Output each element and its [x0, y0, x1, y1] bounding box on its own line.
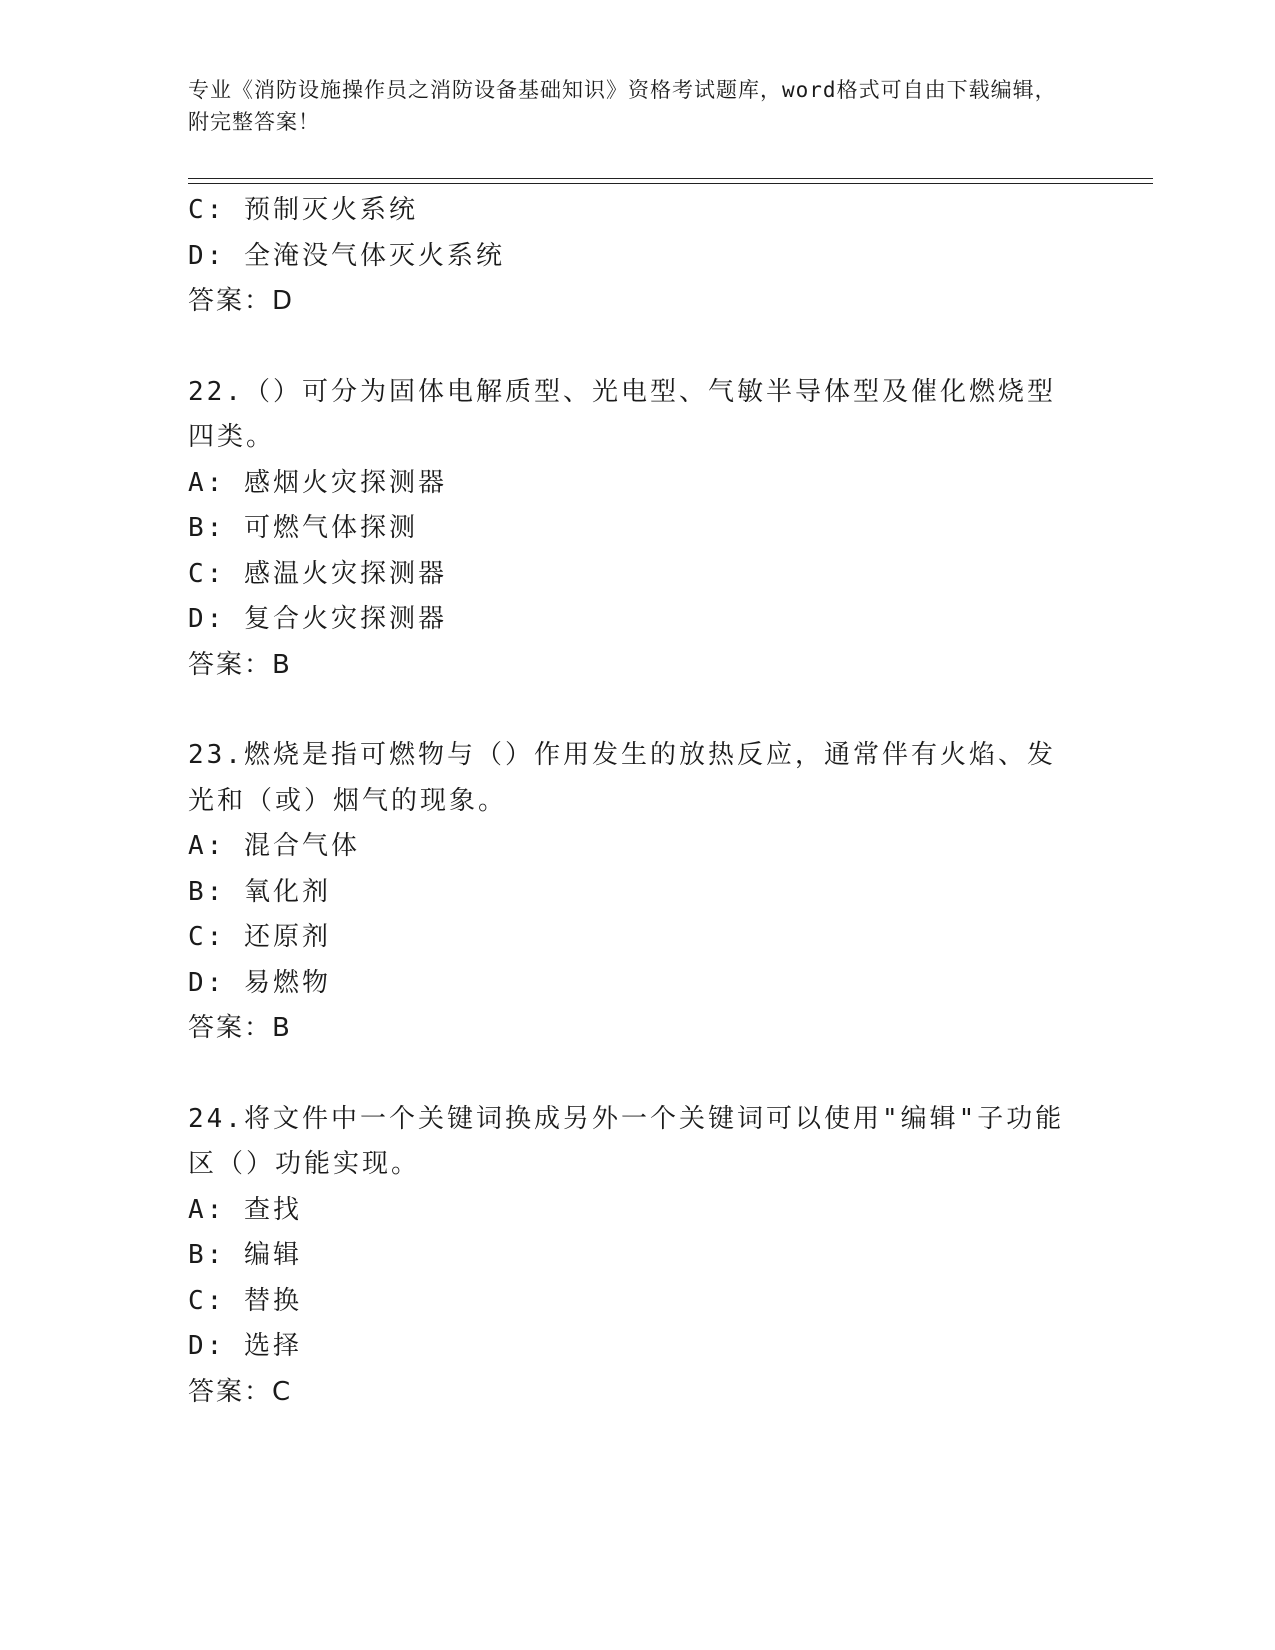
question-stem: 22.（）可分为固体电解质型、光电型、气敏半导体型及催化燃烧型四类。: [188, 376, 1056, 452]
question-23: [188, 733, 1088, 1052]
option-text: 查找: [243, 1194, 302, 1225]
option-letter: C:: [188, 1285, 226, 1316]
option-c: [188, 552, 1088, 598]
option-text: 复合火灾探测器: [243, 604, 447, 634]
question-stem: 24.将文件中一个关键词换成另外一个关键词可以使用"编辑"子功能区（）功能实现。: [188, 1103, 1065, 1179]
option-d: [188, 961, 1088, 1007]
option-a: [188, 1188, 1088, 1234]
question-24: [188, 1097, 1088, 1416]
option-text: 选择: [243, 1331, 302, 1361]
option-letter: B:: [188, 1240, 226, 1270]
option-letter: B:: [188, 513, 226, 543]
option-c: [188, 188, 1088, 234]
option-letter: D:: [188, 1331, 226, 1361]
answer-line: 答案：B: [188, 1013, 292, 1043]
option-text: 替换: [243, 1285, 302, 1316]
option-a: [188, 824, 1088, 870]
option-d: [188, 1324, 1088, 1370]
option-text: 全淹没气体灭火系统: [243, 240, 505, 271]
answer-line: 答案：D: [188, 286, 295, 316]
document-header: 专业《消防设施操作员之消防设备基础知识》资格考试题库，word格式可自由下载编辑，附完整答案！: [188, 78, 1057, 134]
option-c: [188, 1279, 1088, 1325]
header-divider-bottom: [188, 183, 1153, 184]
header-divider-top: [188, 178, 1153, 179]
option-b: [188, 506, 1088, 552]
option-b: [188, 870, 1088, 916]
option-letter: D:: [188, 967, 226, 998]
option-text: 易燃物: [243, 967, 331, 998]
option-c: [188, 915, 1088, 961]
option-a: [188, 461, 1088, 507]
option-text: 混合气体: [243, 831, 360, 861]
question-22: [188, 370, 1088, 689]
option-text: 预制灭火系统: [243, 195, 418, 225]
answer-line: 答案：B: [188, 649, 292, 680]
question-list: [188, 188, 1088, 1415]
question-stem: 23.燃烧是指可燃物与（）作用发生的放热反应，通常伴有火焰、发光和（或）烟气的现象。: [188, 740, 1056, 816]
option-letter: C:: [188, 195, 226, 225]
option-letter: C:: [188, 922, 226, 952]
option-text: 编辑: [243, 1240, 302, 1270]
question-21-continued: [188, 188, 1088, 325]
option-b: [188, 1233, 1088, 1279]
option-letter: D:: [188, 240, 226, 271]
option-letter: B:: [188, 876, 226, 907]
option-text: 感烟火灾探测器: [243, 467, 447, 498]
option-letter: C:: [188, 558, 226, 589]
option-letter: A:: [188, 1194, 226, 1225]
option-letter: A:: [188, 467, 226, 498]
option-text: 感温火灾探测器: [243, 558, 447, 589]
option-text: 可燃气体探测: [243, 513, 418, 543]
option-text: 氧化剂: [243, 876, 331, 907]
option-d: [188, 234, 1088, 280]
answer-line: 答案：C: [188, 1376, 293, 1407]
option-d: [188, 597, 1088, 643]
option-letter: D:: [188, 604, 226, 634]
option-letter: A:: [188, 831, 226, 861]
option-text: 还原剂: [243, 922, 331, 952]
